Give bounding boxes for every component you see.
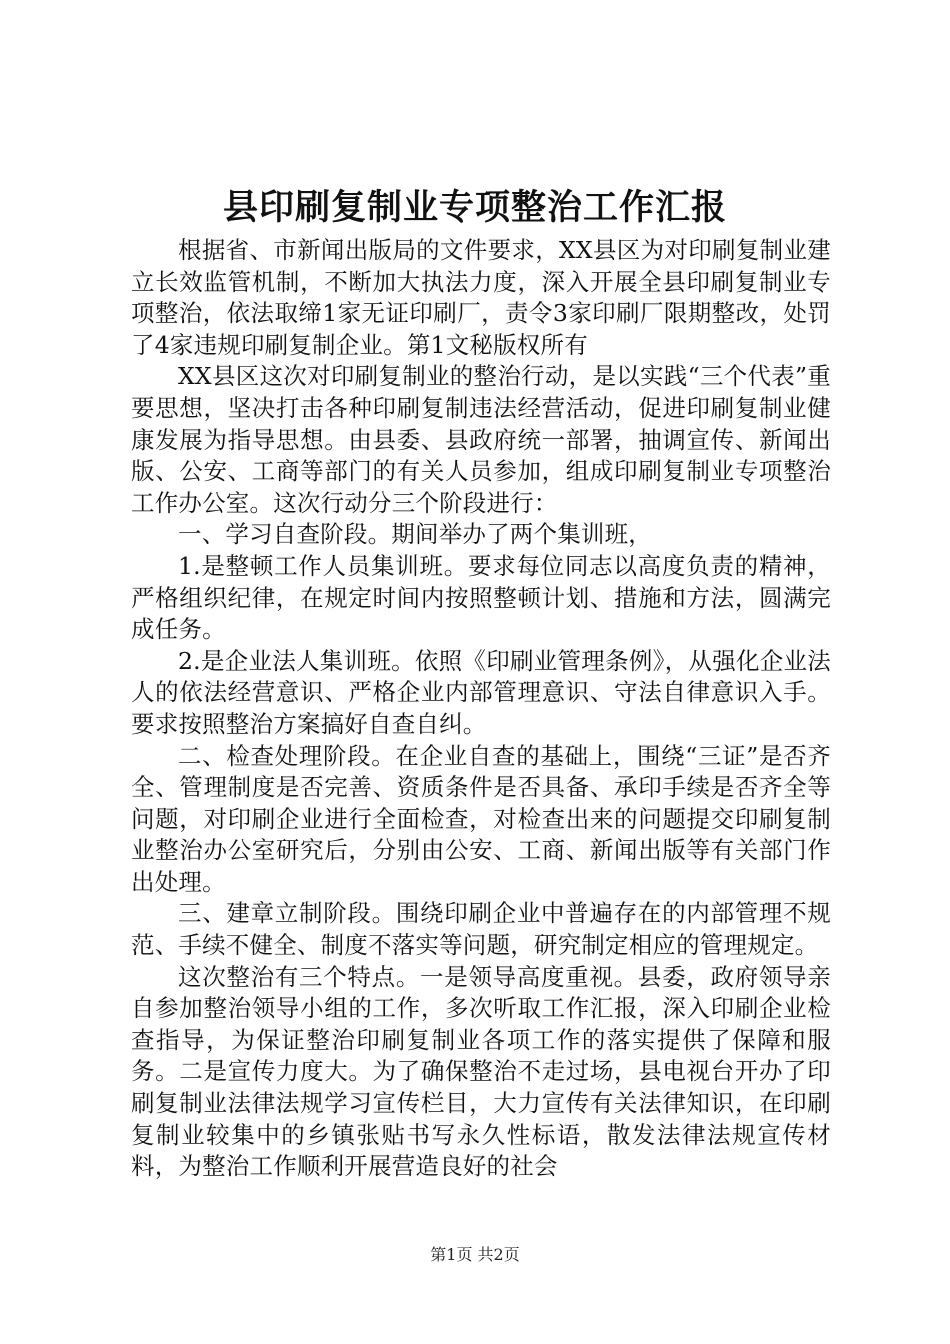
paragraph-features: 这次整治有三个特点。一是领导高度重视。县委，政府领导亲自参加整治领导小组的工作，多次听取工作汇报，深入印刷企业检查指导，为保证整治印刷复制业各项工作的落实提供了保障和服务。二是宣传力度大。为了确保整治不走过场，县电视台开办了印刷复制业法律法规学习宣传栏目，大力宣传有关法律知识，在印刷复制业较集中的乡镇张贴书写永久性标语，散发法律法规宣传材料，为整治工作顺利开展营造良好的社会 [131,962,831,1181]
paragraph-stage-one: 一、学习自查阶段。期间举办了两个集训班， [178,520,652,549]
document-body [131,235,831,1183]
paragraph-guiding-idea: XX县区这次对印刷复制业的整治行动，是以实践“三个代表”重要思想，坚决打击各种印刷复制违法经营活动，促进印刷复制业健康发展为指导思想。由县委、县政府统一部署，抽调宣传、新闻出版、公安、工商等部门的有关人员参加，组成印刷复制业专项整治工作办公室。这次行动分三个阶段进行： [131,362,831,517]
paragraph-stage-three: 三、建章立制阶段。围绕印刷企业中普遍存在的内部管理不规范、手续不健全、制度不落实等问题，研究制定相应的管理规定。 [131,899,831,960]
paragraph-stage-two: 二、检查处理阶段。在企业自查的基础上，围绕“三证”是否齐全、管理制度是否完善、资质条件是否具备、承印手续是否齐全等问题，对印刷企业进行全面检查，对检查出来的问题提交印刷复制业整治办公室研究后，分别由公安、工商、新闻出版等有关部门作出处理。 [131,741,831,896]
document-title: 县印刷复制业专项整治工作汇报 [222,187,727,228]
paragraph-training-legal-persons: 2.是企业法人集训班。依照《印刷业管理条例》，从强化企业法人的依法经营意识、严格企业内部管理意识、守法自律意识入手。要求按照整治方案搞好自查自纠。 [131,646,831,738]
paragraph-training-staff: 1.是整顿工作人员集训班。要求每位同志以高度负责的精神，严格组织纪律，在规定时间内按照整顿计划、措施和方法，圆满完成任务。 [131,551,831,644]
page-indicator: 第1页 共2页 [430,1245,520,1264]
paragraph-intro: 根据省、市新闻出版局的文件要求，XX县区为对印刷复制业建立长效监管机制，不断加大执法力度，深入开展全县印刷复制业专项整治，依法取缔1家无证印刷厂，责令3家印刷厂限期整改，处罚了4家违规印刷复制企业。第1文秘版权所有 [131,236,831,359]
